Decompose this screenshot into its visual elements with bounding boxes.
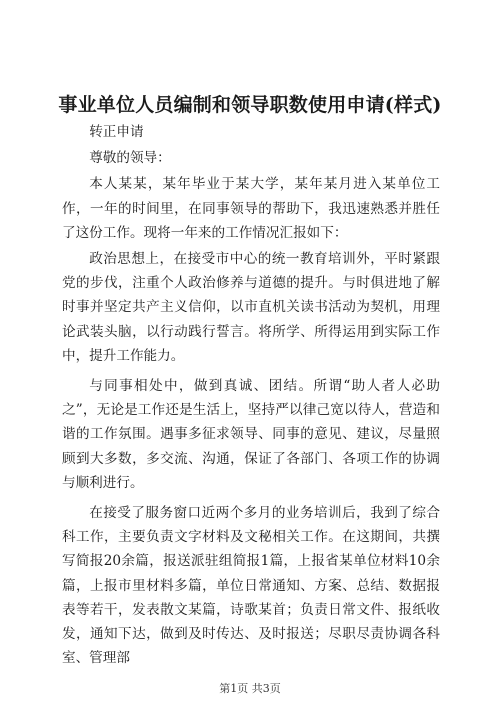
document-body [62,120,440,670]
paragraph-colleagues: 与同事相处中，做到真诚、团结。所谓“助人者人必助之”，无论是工作还是生活上，坚持严以律己宽以待人，营造和谐的工作氛围。遇事多征求领导、同事的意见、建议，尽量照顾到大多数，多交流、沟通，保证了各部门、各项工作的协调与顺利进行。 [62,378,440,491]
document-title: 事业单位人员编制和领导职数使用申请(样式) [58,94,442,116]
page-footer: 第1页 共3页 [219,682,281,695]
paragraph-heading: 转正申请 [89,124,144,140]
paragraph-work: 在接受了服务窗口近两个多月的业务培训后，我到了综合科工作，主要负责文字材料及文秘相关工作。在这期间，共撰写简报20余篇，报送派驻组简报1篇，上报省某单位材料10余篇，上报市里材料多篇，单位日常通知、方案、总结、数据报表等若干，发表散文某篇，诗歌某首；负责日常文件、报纸收发，通知下达，做到及时传达、及时报送；尽职尽责协调各科室、管理部 [62,505,440,667]
paragraph-politics: 政治思想上，在接受市中心的统一教育培训外，平时紧跟党的步伐，注重个人政治修养与道德的提升。与时俱进地了解时事并坚定共产主义信仰，以市直机关读书活动为契机，用理论武装头脑，以行动践行誓言。将所学、所得运用到实际工作中，提升工作能力。 [62,251,440,364]
paragraph-salutation: 尊敬的领导： [89,150,171,167]
paragraph-intro: 本人某某，某年毕业于某大学，某年某月进入某单位工作，一年的时间里，在同事领导的帮助下，我迅速熟悉并胜任了这份工作。现将一年来的工作情况汇报如下： [62,176,440,241]
